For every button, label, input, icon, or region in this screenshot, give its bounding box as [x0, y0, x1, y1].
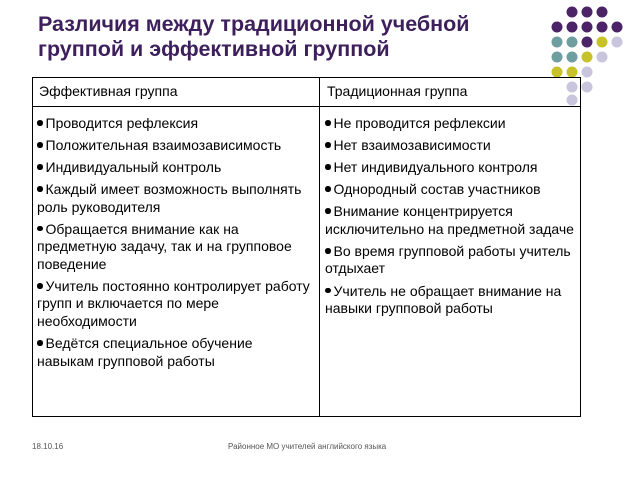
- col2-list-container: [325, 115, 579, 322]
- title-line-2: группой и эффективной группой: [38, 37, 390, 61]
- bullet-icon: [325, 120, 331, 126]
- list-item: [325, 243, 579, 278]
- traditional-group-list: [325, 115, 579, 318]
- list-item-text: Учитель постоянно контролирует работу групп и включается по мере необходимости: [37, 277, 310, 329]
- decorative-dot: [567, 7, 578, 18]
- list-item-text: Нет взаимозависимости: [333, 137, 491, 154]
- decorative-dot: [567, 67, 578, 78]
- list-item: [37, 137, 313, 155]
- header-divider: [33, 106, 580, 107]
- list-item-text: Проводится рефлексия: [45, 115, 199, 131]
- list-item: [325, 115, 579, 133]
- bullet-icon: [37, 340, 43, 346]
- list-item-text: Ведётся специальное обучение навыкам групповой работы: [37, 335, 253, 369]
- footer-text: Районное МО учителей английского языка: [228, 442, 387, 451]
- decorative-dot: [582, 7, 593, 18]
- list-item-text: Во время групповой работы учитель отдыхает: [325, 242, 571, 277]
- decorative-dot: [582, 82, 593, 93]
- bullet-icon: [325, 248, 331, 254]
- list-item: [325, 181, 579, 199]
- list-item-text: Однородный состав участников: [333, 181, 541, 198]
- list-item-text: Каждый имеет возможность выполнять роль руководителя: [37, 181, 302, 215]
- list-item-text: Не проводится рефлексии: [333, 115, 506, 131]
- decorative-dot: [597, 22, 608, 33]
- list-item-text: Нет индивидуального контроля: [333, 159, 538, 176]
- bullet-icon: [325, 142, 331, 148]
- bullet-icon: [37, 283, 43, 289]
- bullet-icon: [37, 120, 43, 126]
- decorative-dot: [597, 7, 608, 18]
- bullet-icon: [37, 142, 43, 148]
- list-item-text: Положительная взаимозависимость: [45, 137, 282, 154]
- decorative-dot: [597, 52, 608, 63]
- decorative-dot: [552, 67, 563, 78]
- decorative-dot: [582, 52, 593, 63]
- comparison-table: [32, 77, 581, 417]
- col1-list-container: [37, 115, 313, 375]
- list-item: [325, 203, 579, 238]
- list-item: [37, 181, 313, 216]
- list-item: [37, 278, 313, 331]
- list-item: [325, 159, 579, 177]
- decorative-dot: [582, 22, 593, 33]
- decorative-dot: [567, 37, 578, 48]
- decorative-dot: [567, 52, 578, 63]
- decorative-dot: [612, 37, 623, 48]
- list-item: [37, 335, 313, 370]
- bullet-icon: [325, 186, 331, 192]
- list-item-text: Индивидуальный контроль: [45, 159, 222, 176]
- list-item: [325, 137, 579, 155]
- title-line-1: Различия между традиционной учебной: [38, 12, 470, 36]
- col2-header: Традиционная группа: [327, 83, 468, 99]
- decorative-dot: [612, 22, 623, 33]
- bullet-icon: [325, 164, 331, 170]
- bullet-icon: [37, 164, 43, 170]
- decorative-dot: [582, 37, 593, 48]
- decorative-dot: [582, 67, 593, 78]
- list-item: [325, 283, 579, 318]
- list-item: [37, 221, 313, 274]
- list-item-text: Внимание концентрируется исключительно на предметной задаче: [325, 203, 574, 237]
- list-item-text: Учитель не обращает внимание на навыки групповой работы: [325, 282, 562, 317]
- bullet-icon: [325, 208, 331, 214]
- effective-group-list: [37, 115, 313, 370]
- footer-date: 18.10.16: [32, 442, 64, 451]
- list-item: [37, 159, 313, 177]
- bullet-icon: [37, 226, 43, 232]
- list-item: [37, 115, 313, 133]
- list-item-text: Обращается внимание как на предметную задачу, так и на групповое поведение: [37, 220, 292, 272]
- bullet-icon: [325, 288, 331, 294]
- decorative-dot: [567, 22, 578, 33]
- column-divider: [319, 78, 320, 416]
- page-title: [38, 12, 558, 62]
- col1-header: Эффективная группа: [39, 83, 178, 99]
- bullet-icon: [37, 186, 43, 192]
- decorative-dot: [597, 37, 608, 48]
